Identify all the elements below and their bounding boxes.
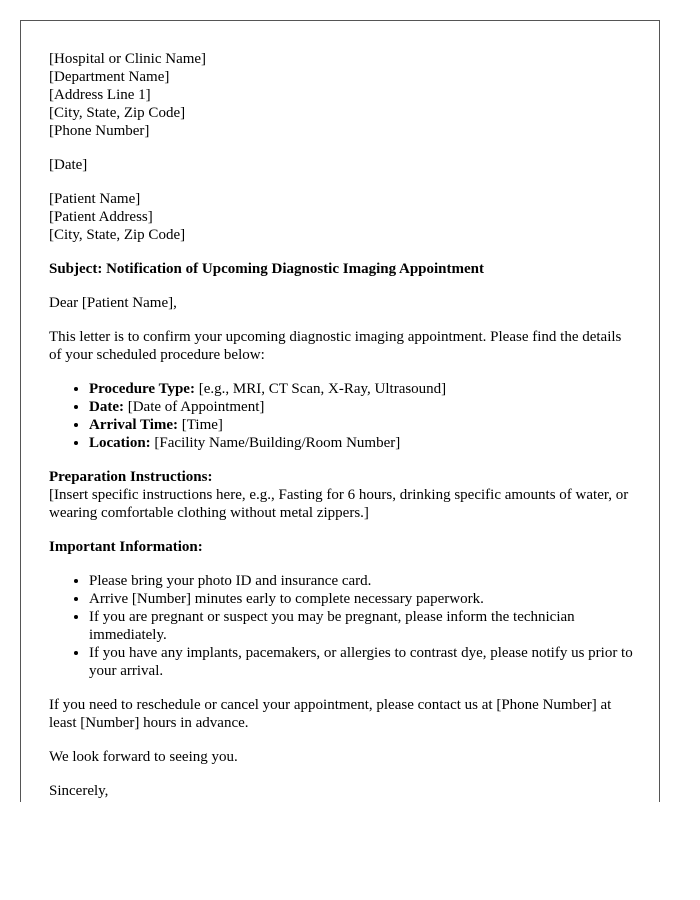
appointment-details-list [49, 380, 635, 452]
recipient-name: [Patient Name] [49, 191, 141, 207]
salutation: Dear [Patient Name], [49, 295, 177, 311]
list-item [89, 416, 635, 434]
detail-label: Location: [89, 435, 151, 451]
detail-value: [Facility Name/Building/Room Number] [150, 435, 401, 451]
sender-address [49, 50, 635, 140]
reschedule-paragraph: If you need to reschedule or cancel your appointment, please contact us at [Phone Number] at least [Number] hours in advance. [49, 697, 612, 731]
recipient-address-line: [Patient Address] [49, 209, 153, 225]
list-item [89, 434, 635, 452]
recipient-address [49, 190, 635, 244]
preparation-heading: Preparation Instructions: [49, 469, 213, 485]
letter-page [20, 20, 660, 802]
detail-value: [Date of Appointment] [123, 399, 265, 415]
list-item [89, 380, 635, 398]
sender-phone: [Phone Number] [49, 123, 150, 139]
preparation-section [49, 468, 635, 522]
letter-content [49, 50, 635, 802]
sign-off: Sincerely, [49, 783, 109, 799]
list-item: • Arrive [Number] minutes early to complete necessary paperwork. [89, 590, 635, 608]
detail-value: [Time] [178, 417, 223, 433]
list-item: • If you are pregnant or suspect you may be pregnant, please inform the technician immediately. [89, 608, 635, 644]
sender-department: [Department Name] [49, 69, 170, 85]
detail-label: Arrival Time: [89, 417, 179, 433]
recipient-city-state-zip: [City, State, Zip Code] [49, 227, 186, 243]
sender-address-line1: [Address Line 1] [49, 87, 151, 103]
list-item: • If you have any implants, pacemakers, or allergies to contrast dye, please notify us prior to your arrival. [89, 644, 635, 680]
subject-line: Subject: Notification of Upcoming Diagnostic Imaging Appointment [49, 261, 485, 277]
detail-label: Date: [89, 399, 124, 415]
closing-line: We look forward to seeing you. [49, 749, 238, 765]
detail-value: [e.g., MRI, CT Scan, X-Ray, Ultrasound] [194, 381, 447, 397]
important-info-list [49, 572, 635, 680]
sender-city-state-zip: [City, State, Zip Code] [49, 105, 186, 121]
preparation-text: [Insert specific instructions here, e.g., Fasting for 6 hours, drinking specific amounts of water, or wearing comfortable clothing without metal zippers.] [49, 487, 629, 521]
letter-date: [Date] [49, 157, 88, 173]
list-item: • Please bring your photo ID and insurance card. [89, 572, 635, 590]
detail-label: Procedure Type: [89, 381, 195, 397]
list-item [89, 398, 635, 416]
intro-paragraph: This letter is to confirm your upcoming diagnostic imaging appointment. Please find the details of your scheduled procedure below: [49, 329, 622, 363]
sender-name: [Hospital or Clinic Name] [49, 51, 207, 67]
important-heading: Important Information: [49, 539, 203, 555]
